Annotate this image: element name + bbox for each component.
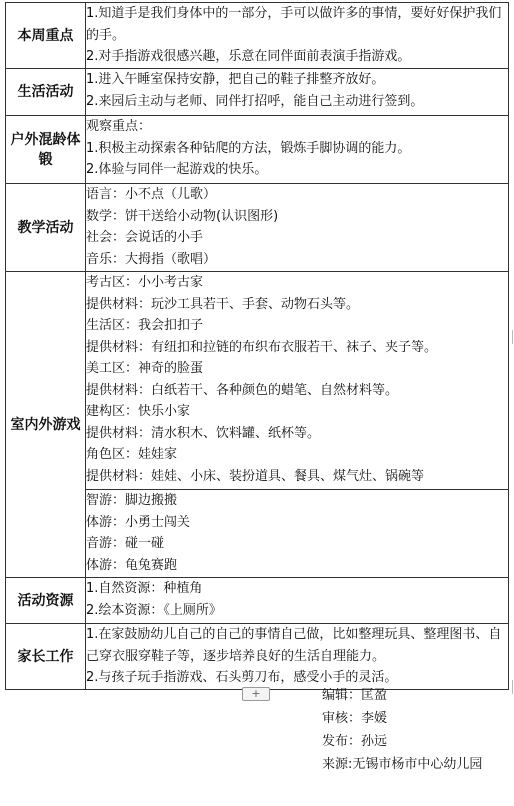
content-line: 智游：脚边搬搬 xyxy=(86,493,178,508)
content-line: 提供材料：玩沙工具若干、手套、动物石头等。 xyxy=(86,296,360,312)
content-line: 2.与孩子玩手指游戏、石头剪刀布，感受小手的灵活。 xyxy=(86,670,398,685)
row-weekly-focus xyxy=(6,3,509,69)
content-line: 角色区：娃娃家 xyxy=(86,447,178,462)
table-resize-handle[interactable] xyxy=(506,680,513,694)
content-line: 提供材料：有纽扣和拉链的布织布衣服若干、袜子、夹子等。 xyxy=(86,339,438,355)
content-line: 考古区：小小考古家 xyxy=(86,275,204,290)
content-line: 1.知道手是我们身体中的一部分，手可以做许多的事情，要好好保护我们的手。 xyxy=(86,6,502,43)
content-resources xyxy=(86,578,509,624)
row-outdoor-exercise xyxy=(6,116,509,184)
weekly-plan-table xyxy=(5,2,509,690)
table-resize-handle[interactable] xyxy=(506,330,513,344)
content-outdoor-exercise xyxy=(86,116,509,184)
label-daily-life: 生活活动 xyxy=(6,69,86,116)
footer-publisher: 发布：孙远 xyxy=(322,734,388,749)
content-line: 观察重点： xyxy=(86,119,152,134)
content-teaching xyxy=(86,184,509,272)
content-line: 1.积极主动探索各种钻爬的方法，锻炼手脚协调的能力。 xyxy=(86,140,411,156)
content-line: 1.进入午睡室保持安静，把自己的鞋子排整齐放好。 xyxy=(86,72,385,87)
row-teaching xyxy=(6,184,509,272)
label-teaching: 教学活动 xyxy=(6,184,86,272)
row-games-area xyxy=(6,272,509,490)
content-parents xyxy=(86,624,509,690)
row-resources xyxy=(6,578,509,624)
content-line: 语言：小不点（儿歌） xyxy=(86,187,217,202)
content-line: 体游：小勇士闯关 xyxy=(86,514,191,530)
content-line: 音游：碰一碰 xyxy=(86,536,165,551)
content-line: 2.绘本资源：《上厕所》 xyxy=(86,602,222,618)
footer-source: 来源:无锡市杨市中心幼儿园 xyxy=(322,757,483,772)
content-line: 建构区：快乐小家 xyxy=(86,404,191,419)
content-line: 1.自然资源：种植角 xyxy=(86,581,203,596)
footer-editor: 编辑：匡盈 xyxy=(322,688,388,703)
label-weekly-focus: 本周重点 xyxy=(6,3,86,69)
row-daily-life xyxy=(6,69,509,116)
content-line: 2.来园后主动与老师、同伴打招呼，能自己主动进行签到。 xyxy=(86,93,424,109)
content-outdoor-games xyxy=(86,490,509,578)
footer-reviewer: 审核：李媛 xyxy=(322,711,388,726)
add-row-button[interactable]: + xyxy=(242,687,270,701)
row-parents xyxy=(6,624,509,690)
label-parents: 家长工作 xyxy=(6,624,86,690)
content-weekly-focus xyxy=(86,3,509,69)
content-line: 2.体验与同伴一起游戏的快乐。 xyxy=(86,162,268,177)
label-games: 室内外游戏 xyxy=(6,272,86,578)
content-line: 数学：饼干送给小动物(认识图形) xyxy=(86,208,279,224)
label-resources: 活动资源 xyxy=(6,578,86,624)
content-line: 提供材料：清水积木、饮料罐、纸杯等。 xyxy=(86,425,321,441)
content-line: 提供材料：娃娃、小床、装扮道具、餐具、煤气灶、锅碗等 xyxy=(86,468,425,484)
content-line: 社会：会说话的小手 xyxy=(86,230,204,245)
content-line: 音乐：大拇指（歌唱） xyxy=(86,251,217,267)
content-line: 美工区：神奇的脸蛋 xyxy=(86,361,204,376)
content-area-games xyxy=(86,272,509,490)
content-line: 体游：龟兔赛跑 xyxy=(86,557,178,573)
content-line: 生活区：我会扣扣子 xyxy=(86,318,204,333)
content-line: 提供材料：白纸若干、各种颜色的蜡笔、自然材料等。 xyxy=(86,382,399,398)
content-daily-life xyxy=(86,69,509,116)
label-outdoor-exercise: 户外混龄体锻 xyxy=(6,116,86,184)
content-line: 2.对手指游戏很感兴趣，乐意在同伴面前表演手指游戏。 xyxy=(86,49,411,64)
content-line: 1.在家鼓励幼儿自己的自己的事情自己做，比如整理玩具、整理图书、自己穿衣服穿鞋子等，逐步培养良好的生活自理能力。 xyxy=(86,627,502,664)
